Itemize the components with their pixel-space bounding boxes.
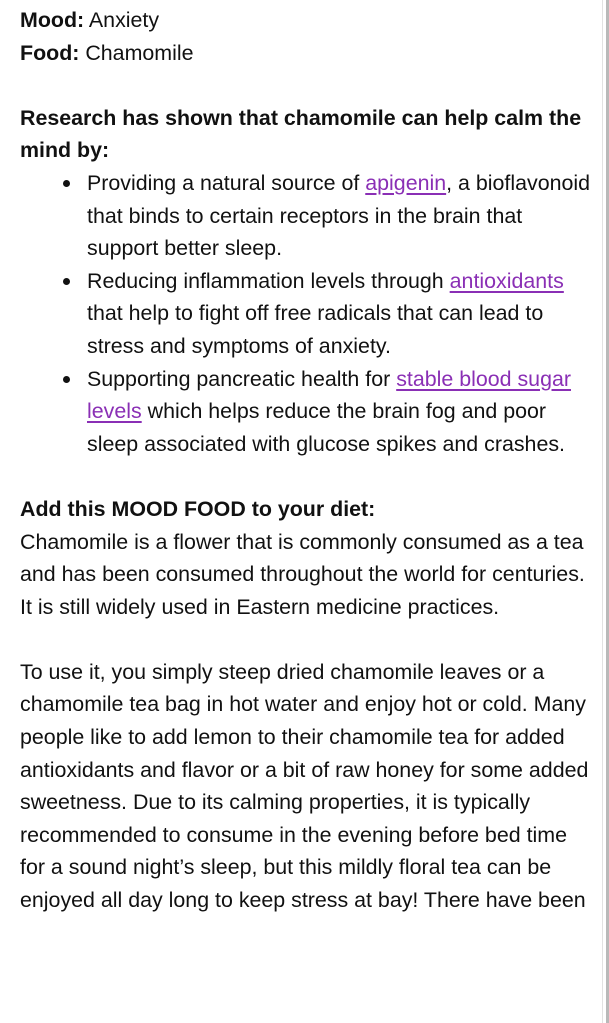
list-item: [87, 363, 595, 461]
diet-heading: Add this MOOD FOOD to your diet:: [20, 496, 376, 521]
stable-blood-sugar-link[interactable]: stable blood sugar levels: [87, 366, 571, 424]
antioxidants-link[interactable]: antioxidants: [449, 268, 564, 293]
list-item: [87, 167, 595, 265]
bullet-text-after: that help to fight off free radicals that can lead to stress and symptoms of anxiety.: [87, 301, 544, 358]
food-label: Food:: [20, 40, 80, 65]
bullet-text-before: Supporting pancreatic health for: [87, 366, 397, 391]
mood-label: Mood:: [20, 8, 85, 32]
article-content: [20, 4, 595, 917]
mood-line: [20, 4, 595, 37]
apigenin-link[interactable]: apigenin: [365, 170, 447, 195]
food-value: Chamomile: [79, 40, 194, 65]
bullet-text-after: , a bioflavonoid that binds to certain receptors in the brain that support better sleep.: [87, 170, 591, 261]
research-heading: Research has shown that chamomile can help calm the mind by:: [20, 105, 582, 163]
diet-paragraph-1: Chamomile is a flower that is commonly consumed as a tea and has been consumed throughout the world for centuries. It is still widely used in Eastern medicine practices.: [20, 529, 585, 619]
spacer: [20, 69, 595, 102]
spacer: [20, 460, 595, 493]
bullet-text-before: Providing a natural source of: [87, 170, 366, 195]
diet-paragraph-2: To use it, you simply steep dried chamomile leaves or a chamomile tea bag in hot water and enjoy hot or cold. Many people like to add lemon to their chamomile tea for added antioxidants and flavor or a bit of raw honey for some added sweetness. Due to its calming properties, it is typically recommended to consume in the evening before bed time for a sound night’s sleep, but this mildly floral tea can be enjoyed all day long to keep stress at bay! There have been: [20, 659, 589, 913]
food-line: [20, 37, 595, 70]
spacer: [20, 623, 595, 656]
research-bullet-list: [20, 167, 595, 460]
bullet-text-after: which helps reduce the brain fog and poor sleep associated with glucose spikes and crashes.: [87, 399, 565, 456]
bullet-text-before: Reducing inflammation levels through: [87, 268, 450, 293]
list-item: [87, 265, 595, 363]
mood-value: Anxiety: [84, 8, 160, 32]
